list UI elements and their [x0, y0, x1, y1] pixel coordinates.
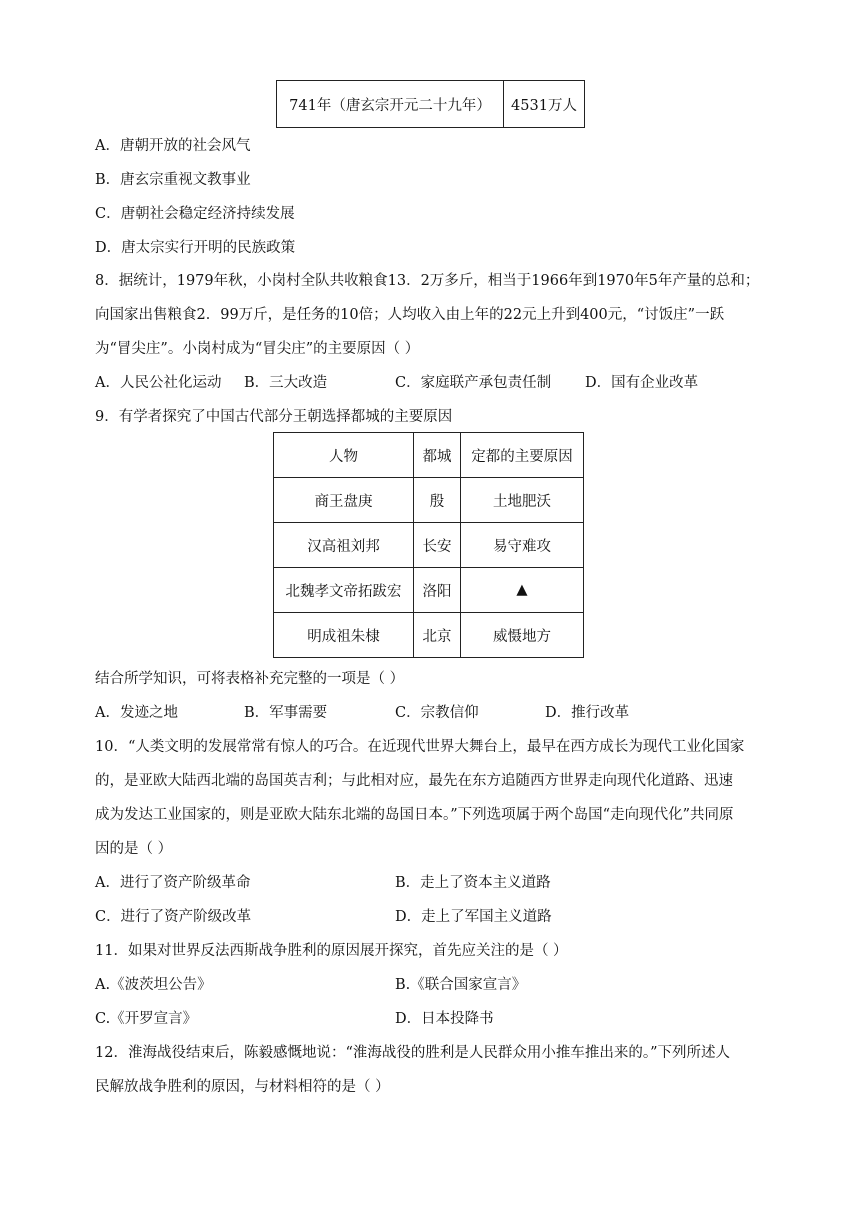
- table-cell: 易守难攻: [461, 523, 584, 568]
- table-cell: 北魏孝文帝拓跋宏: [274, 568, 414, 613]
- table-row: [274, 523, 584, 568]
- table-cell: 明成祖朱棣: [274, 613, 414, 658]
- table-cell: 4531万人: [504, 81, 585, 128]
- option-b: B．三大改造: [244, 375, 328, 391]
- option-c: C．家庭联产承包责任制: [395, 375, 552, 391]
- table-row: [274, 568, 584, 613]
- question-stem: 10．“人类文明的发展常常有惊人的巧合。在近现代世界大舞台上，最早在西方成长为现代工业化国家: [95, 739, 745, 755]
- capital-table: [273, 432, 584, 658]
- option-d: D．国有企业改革: [585, 375, 699, 391]
- table-cell: 长安: [414, 523, 461, 568]
- question-stem: 成为发达工业国家的，则是亚欧大陆东北端的岛国日本。”下列选项属于两个岛国“走向现代化”共同原: [95, 807, 734, 823]
- option-b: B．唐玄宗重视文教事业: [95, 172, 251, 188]
- question-stem: 为“冒尖庄”。小岗村成为“冒尖庄”的主要原因（ ）: [95, 341, 420, 357]
- table-cell: 北京: [414, 613, 461, 658]
- option-a: A．进行了资产阶级革命: [95, 875, 251, 891]
- option-b: B．军事需要: [244, 705, 328, 721]
- question-stem: 因的是（ ）: [95, 841, 173, 857]
- option-d: D．日本投降书: [395, 1011, 494, 1027]
- table-cell: 洛阳: [414, 568, 461, 613]
- question-stem: 8．据统计，1979年秋，小岗村全队共收粮食13．2万多斤，相当于1966年到1970年5年产量的总和；: [95, 273, 760, 289]
- option-a: A．发迹之地: [95, 705, 178, 721]
- option-d: D．推行改革: [545, 705, 630, 721]
- question-stem: 的，是亚欧大陆西北端的岛国英吉利；与此相对应，最先在东方追随西方世界走向现代化道路、迅速: [95, 773, 733, 789]
- table-header-cell: 都城: [414, 433, 461, 478]
- option-b: B．走上了资本主义道路: [395, 875, 551, 891]
- table-header-cell: 人物: [274, 433, 414, 478]
- option-a: A．唐朝开放的社会风气: [95, 138, 251, 154]
- table-row: [274, 478, 584, 523]
- option-a: A．人民公社化运动: [95, 375, 222, 391]
- table-cell: 741年（唐玄宗开元二十九年）: [277, 81, 504, 128]
- option-d: D．走上了军国主义道路: [395, 909, 552, 925]
- table-header-cell: 定都的主要原因: [461, 433, 584, 478]
- table-header-row: [274, 433, 584, 478]
- table-cell: ▲: [461, 568, 584, 613]
- table-cell: 威慑地方: [461, 613, 584, 658]
- option-c: C．宗教信仰: [395, 705, 479, 721]
- option-c: C．唐朝社会稳定经济持续发展: [95, 206, 295, 222]
- option-c: C．进行了资产阶级改革: [95, 909, 252, 925]
- table-cell: 土地肥沃: [461, 478, 584, 523]
- table-cell: 商王盘庚: [274, 478, 414, 523]
- table-row: [274, 613, 584, 658]
- option-b: B.《联合国家宣言》: [395, 977, 527, 993]
- question-followup: 结合所学知识，可将表格补充完整的一项是（ ）: [95, 671, 405, 687]
- question-stem: 向国家出售粮食2．99万斤，是任务的10倍；人均收入由上年的22元上升到400元，“讨饭庄”一跃: [95, 307, 725, 323]
- table-cell: 汉高祖刘邦: [274, 523, 414, 568]
- option-d: D．唐太宗实行开明的民族政策: [95, 240, 296, 256]
- question-stem: 11．如果对世界反法西斯战争胜利的原因展开探究，首先应关注的是（ ）: [95, 943, 568, 959]
- population-table: [276, 80, 585, 128]
- question-stem: 民解放战争胜利的原因，与材料相符的是（ ）: [95, 1079, 390, 1095]
- option-a: A.《波茨坦公告》: [95, 977, 212, 993]
- table-cell: 殷: [414, 478, 461, 523]
- question-stem: 12．淮海战役结束后，陈毅感慨地说：“淮海战役的胜利是人民群众用小推车推出来的。”下列所述人: [95, 1045, 731, 1061]
- question-stem: 9．有学者探究了中国古代部分王朝选择都城的主要原因: [95, 409, 453, 425]
- table-row: [277, 81, 585, 128]
- option-c: C.《开罗宣言》: [95, 1011, 198, 1027]
